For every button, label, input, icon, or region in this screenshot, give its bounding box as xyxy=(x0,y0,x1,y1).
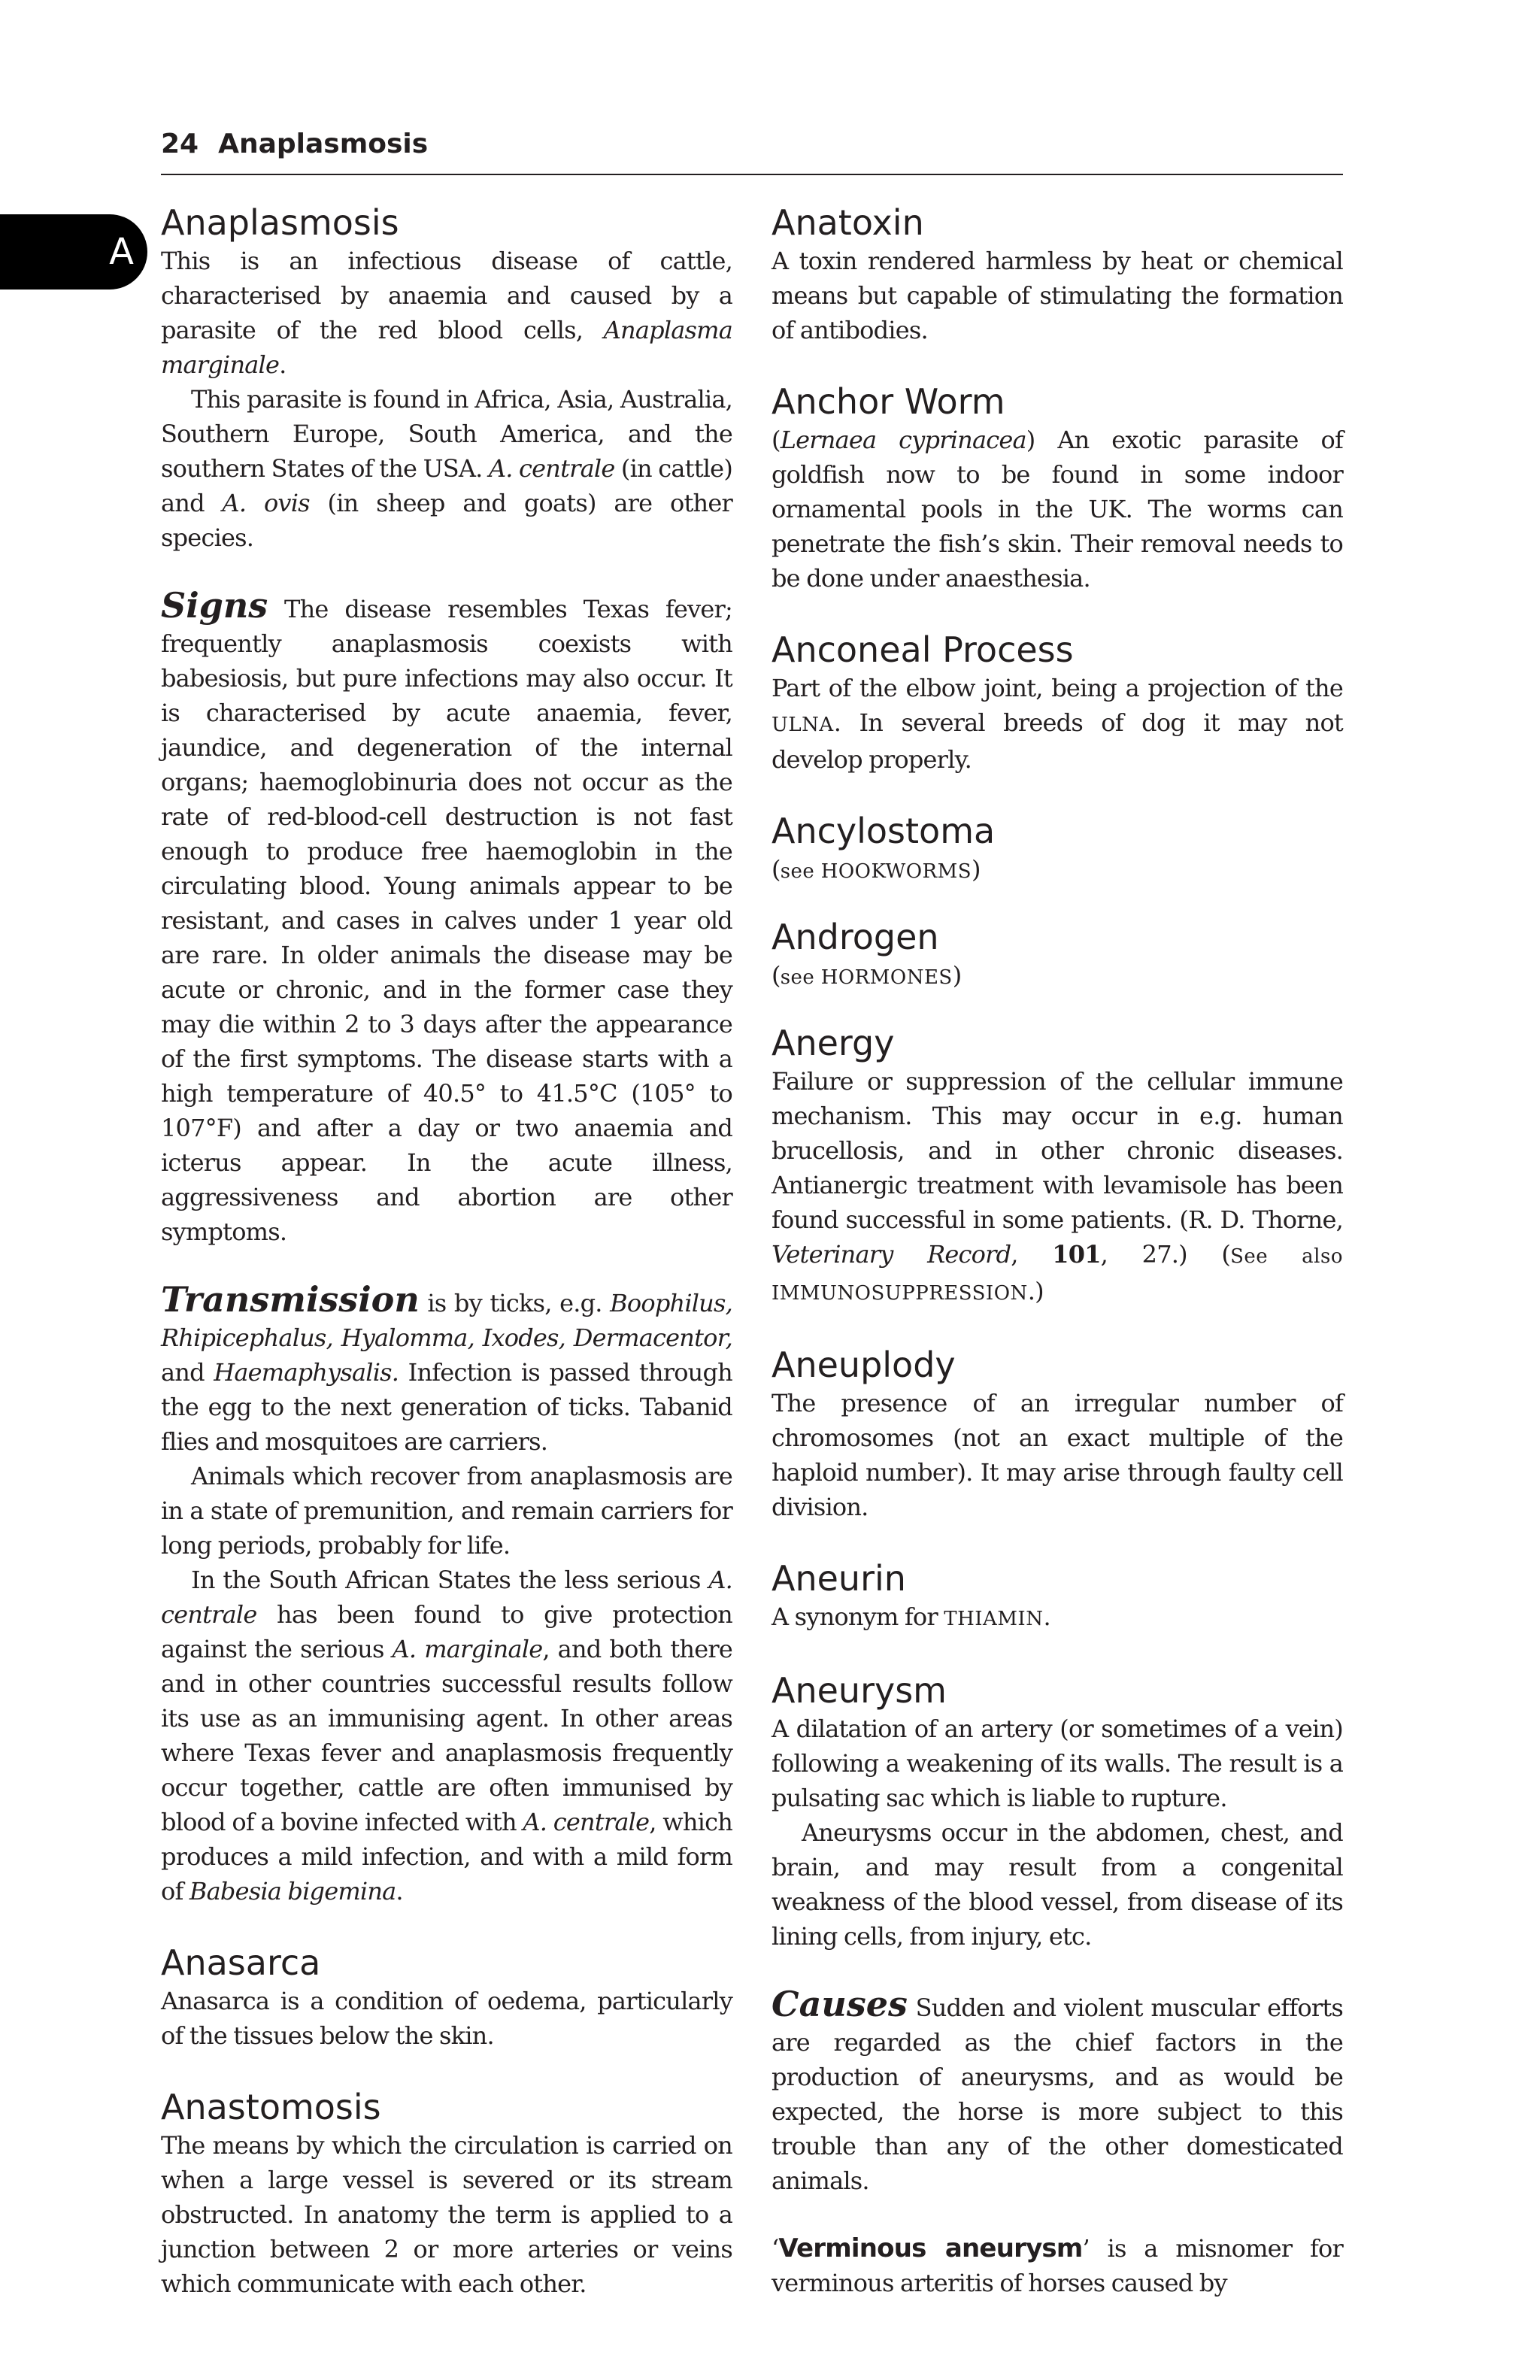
cross-reference: ULNA xyxy=(772,714,834,736)
transmission-paragraph: Transmission is by ticks, e.g. Boophilus, Rhipicephalus, Hyalomma, Ixodes, Dermacentor, and Haemaphysalis. Infection is passed through the egg to the next generation of ticks. Tabanid flies and mosquitoes are carriers. xyxy=(161,1279,732,1456)
paragraph: Anasarca is a condition of oedema, particularly of the tissues below the skin. xyxy=(161,1987,732,2050)
entry-aneurysm xyxy=(772,1669,1343,2300)
page-number: 24 xyxy=(161,129,199,159)
subheading-transmission: Transmission xyxy=(161,1279,420,1320)
entry-title: Anaplasmosis xyxy=(161,202,399,243)
entry-anatoxin xyxy=(772,202,1343,347)
entry-title: Aneurin xyxy=(772,1558,906,1599)
running-title: Anaplasmosis xyxy=(218,129,429,159)
paragraph: Part of the elbow joint, being a projection of the ULNA. In several breeds of dog it may not develop properly. xyxy=(772,674,1343,774)
paragraph: The presence of an irregular number of chromosomes (not an exact multiple of the haploid number). It may arise through faulty cell division. xyxy=(772,1389,1343,1521)
bold-term: Verminous aneurysm xyxy=(778,2233,1083,2263)
section-tab-letter: A xyxy=(109,231,134,273)
paragraph: (Lernaea cyprinacea) An exotic parasite of goldfish now to be found in some indoor ornamental pools in the UK. The worms can penetrate the fish’s skin. Their removal needs to be done under anaesthesia. xyxy=(772,426,1343,593)
signs-paragraph: Signs The disease resembles Texas fever; frequently anaplasmosis coexists with babesiosis, but pure infections may also occur. It is characterised by acute anaemia, fever, jaundice, and degeneration of the internal organs; haemoglobinuria does not occur as the rate of red-blood-cell destruction is not fast enough to produce free haemoglobin in the circulating blood. Young animals appear to be resistant, and cases in calves under 1 year old are rare. In older animals the disease may be acute or chronic, and in the former case they may die within 2 to 3 days after the appearance of the first symptoms. The disease starts with a high temperature of 40.5° to 41.5°C (105° to 107°F) and after a day or two anaemia and icterus appear. In the acute illness, aggressiveness and abortion are other symptoms. xyxy=(161,585,732,1246)
entry-anchor-worm xyxy=(772,380,1343,596)
entry-title: Anasarca xyxy=(161,1942,321,1983)
entry-anasarca xyxy=(161,1942,732,2053)
entry-aneurin xyxy=(772,1557,1343,1636)
paragraph: Failure or suppression of the cellular immune mechanism. This may occur in e.g. human brucellosis, and in other chronic diseases. Antianergic treatment with levamisole has been found successful in some patients. (R. D. Thorne, Veterinary Record, 101, 27.) (See also IMMUNOSUPPRESSION.) xyxy=(772,1067,1343,1305)
paragraph: This parasite is found in Africa, Asia, Australia, Southern Europe, South America, and the southern States of the USA. A. centrale (in cattle) and A. ovis (in sheep and goats) are other species. xyxy=(161,385,733,552)
entry-anaplasmosis xyxy=(161,202,732,1909)
entry-title: Anchor Worm xyxy=(772,381,1005,422)
entry-ancylostoma xyxy=(772,810,1343,889)
entry-anastomosis xyxy=(161,2086,732,2301)
left-column xyxy=(161,202,732,2301)
subheading-signs: Signs xyxy=(161,585,268,626)
entry-title: Aneuplody xyxy=(772,1345,956,1385)
entry-aneuplody xyxy=(772,1344,1343,1524)
cross-reference: IMMUNOSUPPRESSION xyxy=(772,1282,1028,1305)
paragraph: A toxin rendered harmless by heat or chemical means but capable of stimulating the formation of antibodies. xyxy=(772,247,1343,344)
entry-title: Androgen xyxy=(772,917,939,957)
running-header xyxy=(161,126,1343,162)
paragraph: (see HOOKWORMS) xyxy=(772,855,981,884)
cross-reference: THIAMIN xyxy=(944,1608,1044,1630)
paragraph: A dilatation of an artery (or sometimes of a vein) following a weakening of its walls. The result is a pulsating sac which is liable to rupture. xyxy=(772,1715,1343,1812)
paragraph: In the South African States the less serious A. centrale has been found to give protection against the serious A. marginale, and both there and in other countries successful results follow its use as an immunising agent. In other areas where Texas fever and anaplasmosis frequently occur together, cattle are often immunised by blood of a bovine infected with A. centrale, which produces a mild infection, and with a mild form of Babesia bigemina. xyxy=(161,1566,733,1906)
paragraph: The means by which the circulation is carried on when a large vessel is severed or its stream obstructed. In anatomy the term is applied to a junction between 2 or more arteries or veins which communicate with each other. xyxy=(161,2131,732,2298)
header-rule xyxy=(161,174,1343,175)
paragraph: (see HORMONES) xyxy=(772,961,962,990)
paragraph: Aneurysms occur in the abdomen, chest, and brain, and may result from a congenital weakness of the blood vessel, from disease of its lining cells, from injury, etc. xyxy=(772,1818,1343,1951)
entry-title: Anastomosis xyxy=(161,2087,381,2127)
entry-title: Ancylostoma xyxy=(772,811,996,851)
entry-anergy xyxy=(772,1022,1343,1311)
entry-title: Anconeal Process xyxy=(772,629,1074,670)
entry-title: Anergy xyxy=(772,1023,895,1063)
entry-title: Anatoxin xyxy=(772,202,924,243)
entry-anconeal-process xyxy=(772,629,1343,777)
entry-androgen xyxy=(772,916,1343,995)
cross-reference: HORMONES xyxy=(820,966,953,989)
paragraph: Animals which recover from anaplasmosis are in a state of premunition, and remain carriers for long periods, probably for life. xyxy=(161,1462,732,1560)
paragraph: A synonym for THIAMIN. xyxy=(772,1602,1050,1631)
subheading-causes: Causes xyxy=(772,1984,908,2024)
section-tab xyxy=(0,214,147,290)
entry-title: Aneurysm xyxy=(772,1670,947,1711)
paragraph: This is an infectious disease of cattle, characterised by anaemia and caused by a parasite of the red blood cells, Anaplasma marginale. xyxy=(161,247,732,379)
causes-paragraph: Causes Sudden and violent muscular efforts are regarded as the chief factors in the production of aneurysms, and as would be expected, the horse is more subject to this trouble than any of the other domesticated animals. xyxy=(772,1984,1343,2195)
right-column xyxy=(772,202,1343,2300)
cross-reference: HOOKWORMS xyxy=(820,860,972,883)
paragraph: ‘Verminous aneurysm’ is a misnomer for verminous arteritis of horses caused by xyxy=(772,2233,1343,2297)
